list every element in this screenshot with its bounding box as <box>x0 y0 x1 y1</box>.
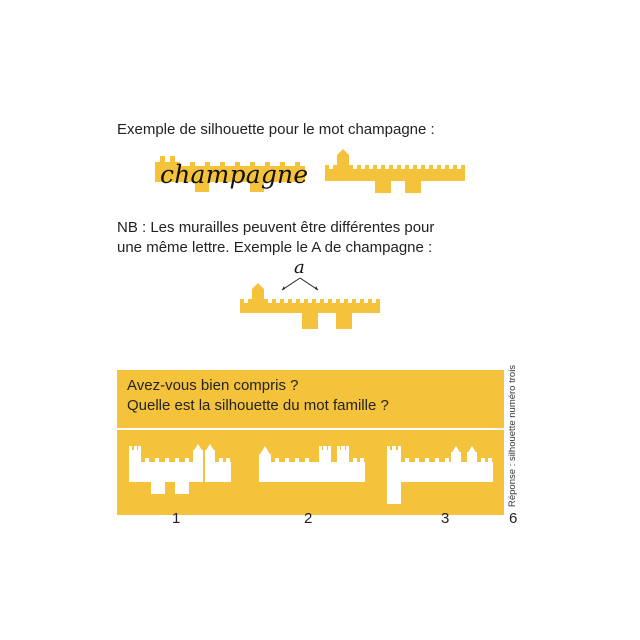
nb-line-1: NB : Les murailles peuvent être différentes pour <box>117 219 435 236</box>
option-3-label: 3 <box>441 510 450 527</box>
letter-a: a <box>294 257 305 278</box>
option-2-label: 2 <box>304 510 313 527</box>
quiz-panel <box>117 370 504 515</box>
option-3-silhouette[interactable] <box>387 444 507 514</box>
option-1-label: 1 <box>172 510 181 527</box>
champagne-silhouette <box>325 145 475 195</box>
answer-note: Réponse : silhouette numéro trois <box>507 364 518 507</box>
option-2-silhouette[interactable] <box>259 444 379 504</box>
nb-line-2: une même lettre. Exemple le A de champagne : <box>117 239 433 256</box>
example-word: champagne <box>160 160 309 189</box>
question-line-1: Avez-vous bien compris ? <box>127 377 299 394</box>
letter-a-silhouette <box>240 283 390 333</box>
option-1-silhouette[interactable] <box>129 444 239 504</box>
question-line-2: Quelle est la silhouette du mot famille ? <box>127 397 389 414</box>
panel-divider <box>117 428 504 430</box>
heading: Exemple de silhouette pour le mot champagne : <box>117 121 435 138</box>
page-number: 6 <box>509 510 518 527</box>
